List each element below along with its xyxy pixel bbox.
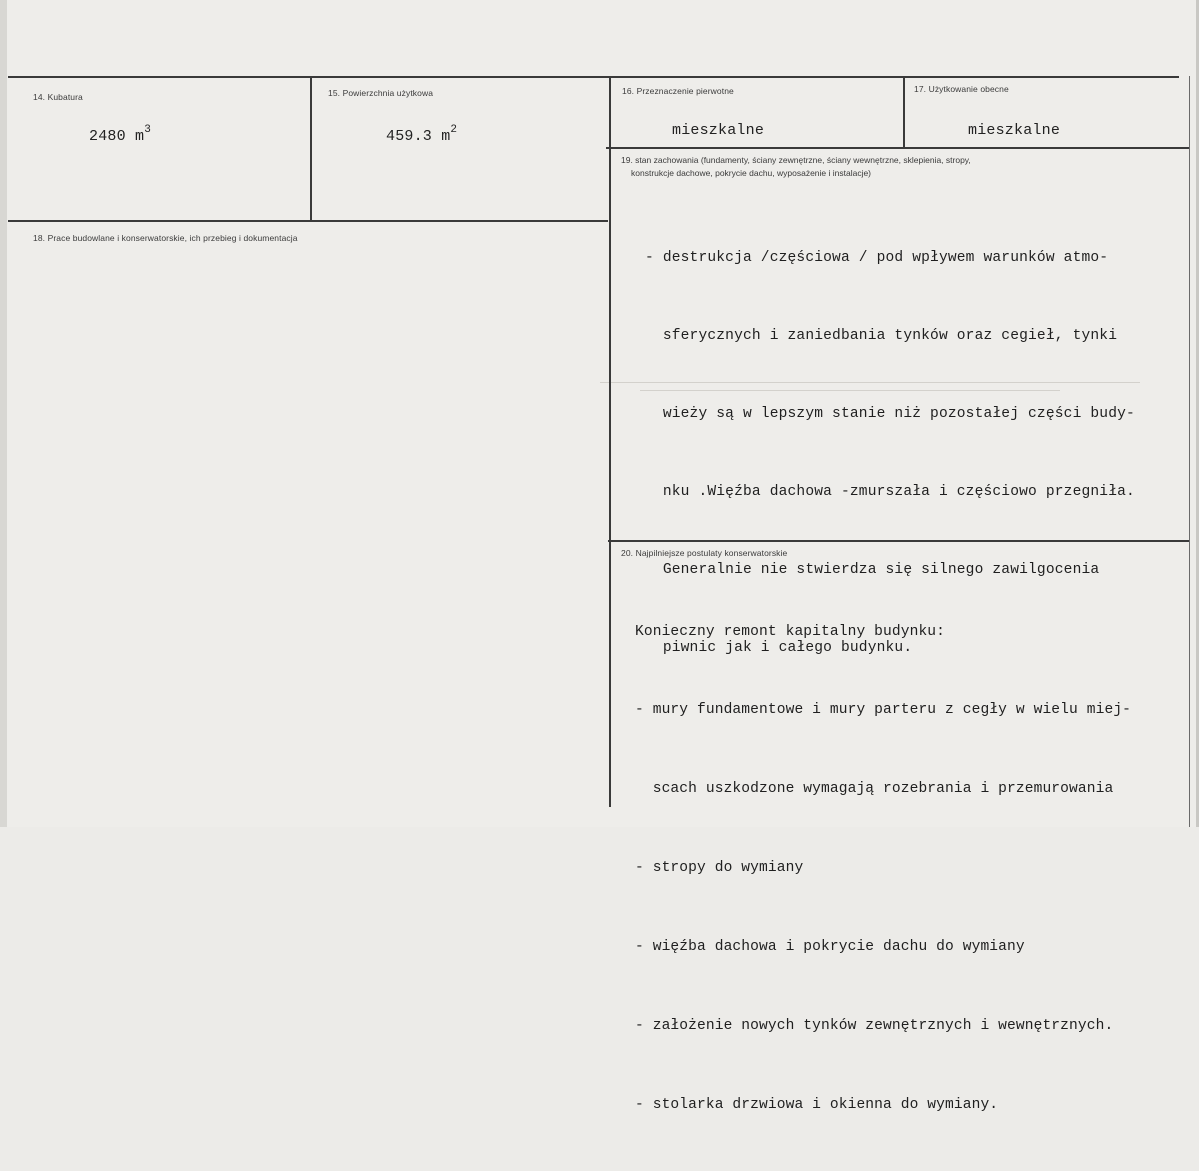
divider-16-17 — [903, 76, 905, 148]
top-rule — [8, 76, 1179, 78]
field-14-value — [89, 126, 151, 145]
postulate-line: - mury fundamentowe i mury parteru z cegły w wielu miej- — [635, 702, 1132, 719]
card-edge-left — [0, 0, 7, 827]
rule-16-19 — [606, 147, 1190, 149]
area-value: 459.3 m — [386, 128, 451, 145]
condition-line: piwnic jak i całego budynku. — [645, 640, 913, 656]
condition-line: wieży są w lepszym stanie niż pozostałej części budy- — [645, 406, 1135, 422]
field-19-label-line: konstrukcje dachowe, pokrycie dachu, wyposażenie i instalacje) — [631, 168, 872, 178]
rule-14-18 — [8, 220, 608, 222]
field-17-label: 17. Użytkowanie obecne — [914, 84, 1009, 94]
field-15-label: 15. Powierzchnia użytkowa — [328, 88, 434, 98]
condition-line: nku .Więźba dachowa -zmurszała i częściowo przegniła. — [645, 484, 1135, 500]
volume-unit-exponent: 3 — [144, 124, 152, 136]
condition-line: sferycznych i zaniedbania tynków oraz cegieł, tynki — [645, 328, 1118, 344]
postulate-line: - stolarka drzwiowa i okienna do wymiany. — [635, 1096, 999, 1113]
field-18-label: 18. Prace budowlane i konserwatorskie, ich przebieg i dokumentacja — [33, 233, 298, 243]
divider-right — [1189, 76, 1190, 827]
field-19-label-line: 19. stan zachowania (fundamenty, ściany zewnętrzne, ściany wewnętrzne, sklepienia, stropy, — [621, 155, 971, 165]
postulate-line: - więźba dachowa i pokrycie dachu do wymiany — [635, 939, 1025, 956]
field-19-label — [621, 154, 971, 180]
field-16-label: 16. Przeznaczenie pierwotne — [622, 86, 734, 96]
postulate-line: - założenie nowych tynków zewnętrznych i wewnętrznych. — [635, 1018, 1114, 1035]
condition-line: Generalnie nie stwierdza się silnego zawilgocenia — [645, 562, 1100, 578]
area-unit-exponent: 2 — [450, 124, 458, 136]
divider-center — [609, 76, 611, 807]
condition-line: - destrukcja /częściowa / pod wpływem warunków atmo- — [645, 250, 1109, 266]
field-16-value: mieszkalne — [672, 122, 765, 139]
postulate-line: scach uszkodzone wymagają rozebrania i przemurowania — [635, 781, 1114, 798]
postulate-line: Konieczny remont kapitalny budynku: — [635, 623, 946, 640]
field-17-value: mieszkalne — [968, 122, 1061, 139]
field-20-label: 20. Najpilniejsze postulaty konserwatorskie — [621, 548, 788, 558]
field-15-value — [386, 126, 457, 145]
field-14-label: 14. Kubatura — [33, 92, 83, 102]
volume-value: 2480 m — [89, 128, 145, 145]
postulate-line: - stropy do wymiany — [635, 860, 804, 877]
field-20-text — [635, 566, 1131, 1171]
divider-14-15 — [310, 76, 312, 222]
